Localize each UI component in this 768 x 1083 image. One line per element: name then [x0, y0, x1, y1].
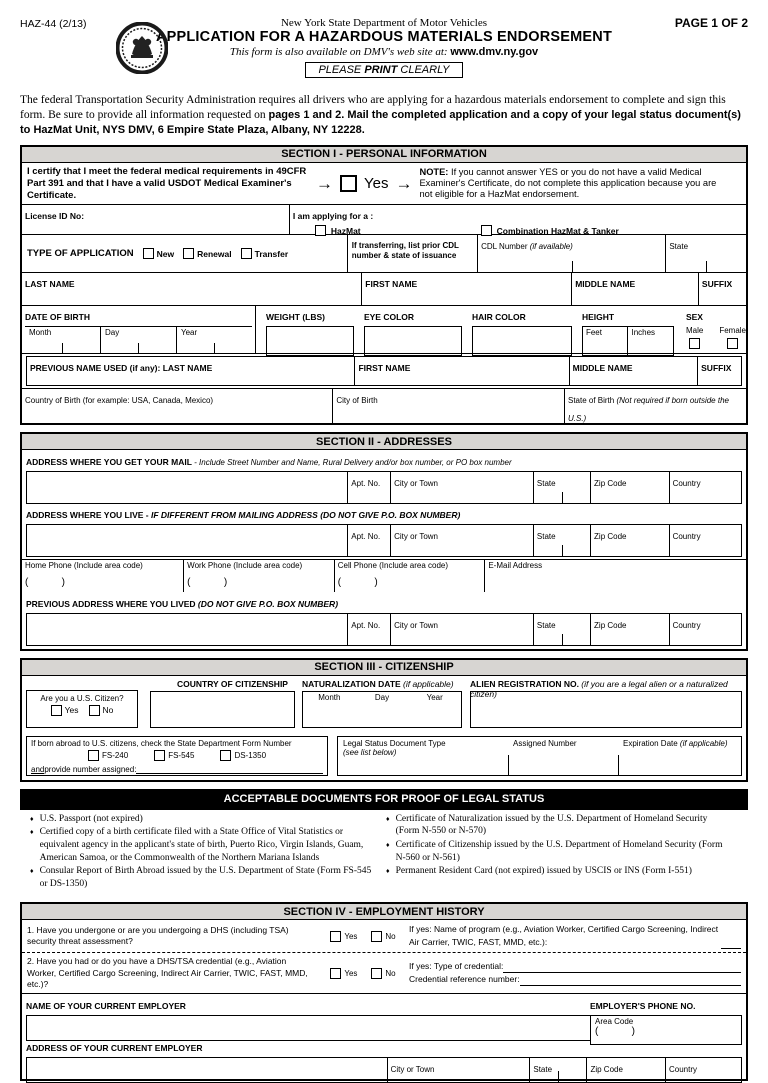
- type-of-application-row: [22, 235, 746, 273]
- previous-last-name-field[interactable]: [27, 357, 355, 385]
- please-print-clearly-box: [305, 62, 462, 78]
- country-label: Country: [672, 532, 701, 542]
- document-text: Consular Report of Birth Abroad issued by the U.S. Department of State (Form FS-545 or DS-1350): [39, 866, 372, 889]
- q2-yes-checkbox[interactable]: [330, 968, 341, 979]
- divider-tick: [138, 343, 139, 354]
- list-item: [30, 826, 376, 864]
- area-code-label: Area Code: [595, 1016, 634, 1026]
- alien-registration-field[interactable]: [470, 691, 742, 728]
- zip-label: Zip Code: [594, 478, 627, 488]
- license-id-field[interactable]: [22, 205, 290, 234]
- document-text: U.S. Passport (not expired): [39, 813, 143, 824]
- diamond-bullet-icon: ♦: [30, 814, 34, 823]
- zip-label: Zip Code: [590, 1064, 623, 1074]
- zip-label: Zip Code: [594, 620, 627, 630]
- work-phone-field[interactable]: [184, 560, 335, 592]
- previous-zip-field[interactable]: [591, 614, 670, 645]
- list-item: [386, 813, 732, 838]
- medical-yes-label: Yes: [364, 175, 389, 193]
- city-label: City or Town: [390, 1064, 435, 1074]
- city-of-birth-label: City of Birth: [336, 396, 378, 406]
- naturalization-month-label: Month: [318, 692, 341, 702]
- applying-for-label: I am applying for a :: [292, 211, 374, 222]
- divider-tick: [572, 261, 573, 272]
- country-of-birth-field[interactable]: [22, 389, 333, 423]
- diamond-bullet-icon: ♦: [386, 814, 390, 823]
- q1-program-write-line[interactable]: [721, 939, 741, 949]
- citizen-yes-label: Yes: [64, 705, 79, 716]
- date-of-birth-cell: [22, 306, 256, 353]
- q1-yes-checkbox[interactable]: [330, 931, 341, 942]
- sex-male-option: [686, 326, 703, 349]
- weight-cell: [266, 306, 354, 353]
- born-abroad-row: [22, 734, 746, 780]
- previous-street-field[interactable]: [27, 614, 348, 645]
- name-row: [22, 273, 746, 306]
- agency-name: New York State Department of Motor Vehicles: [280, 17, 487, 29]
- state-label: State: [533, 1064, 553, 1074]
- height-cell: [582, 306, 674, 353]
- renewal-label: Renewal: [197, 248, 232, 259]
- q1-if-yes-area: [409, 923, 741, 949]
- employer-phone-paren: ( ): [595, 1025, 635, 1037]
- mailing-city-field[interactable]: [391, 472, 534, 503]
- mailing-address-fields: [26, 471, 742, 504]
- applying-for-cell: [290, 205, 746, 234]
- naturalization-day-label: Day: [374, 692, 390, 702]
- suffix-field[interactable]: [699, 273, 746, 305]
- question-2-text: 2. Have you had or do you have a DHS/TSA credential (e.g., Aviation Worker, Certified Cargo Screening, Indirect Air Carrier, TWIC, FAST, MMD, etc.)?: [27, 956, 308, 989]
- sex-label: SEX: [685, 312, 703, 323]
- last-name-field[interactable]: [22, 273, 362, 305]
- list-item: [386, 839, 732, 864]
- employer-name-label: NAME OF YOUR CURRENT EMPLOYER: [26, 1000, 186, 1011]
- previous-city-field[interactable]: [391, 614, 534, 645]
- column-divider: [508, 755, 509, 775]
- naturalization-label-text: NATURALIZATION DATE: [302, 678, 404, 689]
- cdl-number-note: (if available): [529, 242, 573, 252]
- nys-dmv-seal-icon: [116, 22, 168, 79]
- residence-city-field[interactable]: [391, 525, 534, 556]
- weight-label: WEIGHT (LBS): [265, 312, 325, 323]
- state-of-birth-label: State of Birth: [567, 396, 617, 406]
- weight-field[interactable]: [266, 326, 354, 356]
- naturalization-date-field[interactable]: [302, 691, 462, 728]
- diamond-bullet-icon: ♦: [386, 867, 390, 876]
- employer-street-field[interactable]: [27, 1058, 388, 1082]
- document-text: Certified copy of a birth certificate filed with a State Office of Vital Statistics or equivalent agency in the applicant's state of birth, Puerto Rico, Virgin Islands, Guam, American Samoa, or the Commonwealth of the Northern Mariana Islands: [39, 827, 364, 863]
- mailing-address-label: ADDRESS WHERE YOU GET YOUR MAIL: [26, 456, 192, 467]
- dob-subcells: [25, 326, 252, 354]
- naturalization-date-label: [302, 679, 454, 689]
- country-label: Country: [672, 620, 701, 630]
- mailing-apt-field[interactable]: [348, 472, 391, 503]
- print-suffix: CLEARLY: [397, 64, 450, 76]
- state-label: State: [536, 532, 556, 542]
- license-id-label: License ID No:: [25, 211, 85, 222]
- apt-label: Apt. No.: [351, 620, 381, 630]
- acceptable-documents-list: [20, 810, 748, 895]
- availability-text: This form is also available on DMV's web site at:: [229, 46, 451, 58]
- dob-month-label: Month: [29, 328, 52, 338]
- employer-zip-field[interactable]: [587, 1058, 666, 1082]
- acceptable-documents-header: ACCEPTABLE DOCUMENTS FOR PROOF OF LEGAL STATUS: [20, 789, 748, 810]
- birth-place-row: [22, 389, 746, 423]
- assigned-number-label: Assigned Number: [513, 738, 577, 748]
- cdl-number-field[interactable]: [478, 235, 666, 272]
- expiration-label-text: Expiration Date: [623, 738, 680, 748]
- question-1-row: [22, 920, 746, 952]
- divider-tick: [562, 492, 563, 503]
- cell-phone-paren: ( ): [337, 577, 378, 589]
- fs545-label: FS-545: [168, 750, 195, 760]
- hazmat-checkbox[interactable]: [315, 225, 326, 236]
- form-title: APPLICATION FOR A HAZARDOUS MATERIALS ENDORSEMENT: [155, 29, 613, 45]
- fs240-label: FS-240: [101, 750, 129, 760]
- apt-label: Apt. No.: [351, 478, 381, 488]
- state-label: State: [536, 478, 556, 488]
- diamond-bullet-icon: ♦: [30, 828, 34, 837]
- fs545-checkbox[interactable]: [154, 750, 165, 761]
- list-item: [30, 813, 376, 826]
- ds1350-label: DS-1350: [234, 750, 267, 760]
- residence-state-field[interactable]: [534, 525, 591, 556]
- first-name-label: FIRST NAME: [365, 279, 418, 290]
- provide-number-label: provide number assigned:: [44, 764, 137, 774]
- country-of-citizenship-label: COUNTRY OF CITIZENSHIP: [177, 678, 288, 689]
- arrow-right-icon: →: [395, 174, 413, 194]
- divider-tick: [558, 1071, 559, 1082]
- q2-credential-write-line[interactable]: [503, 963, 741, 973]
- mailing-country-field[interactable]: [670, 472, 741, 503]
- legal-status-document-box: [337, 736, 742, 776]
- previous-address-label: PREVIOUS ADDRESS WHERE YOU LIVED: [26, 598, 198, 609]
- employer-city-field[interactable]: [388, 1058, 531, 1082]
- question-1-text: 1. Have you undergone or are you undergoing a DHS (including TSA) security threat assessment?: [27, 925, 289, 947]
- note-bold: NOTE:: [419, 166, 449, 177]
- divider-tick: [706, 261, 707, 272]
- page-number: PAGE 1 OF 2: [674, 16, 748, 30]
- renewal-checkbox[interactable]: [183, 248, 194, 259]
- city-of-birth-field[interactable]: [333, 389, 565, 423]
- male-label: Male: [685, 326, 704, 336]
- dob-day-field[interactable]: [101, 327, 177, 354]
- intro-bold-text: pages 1 and 2. Mail the completed application and a copy of your legal status document(s) to HazMat Unit, NYS DMV, 6 Empire State Plaza, Albany, NY 12228.: [20, 108, 741, 136]
- mailing-street-field[interactable]: [27, 472, 348, 503]
- previous-first-name-field[interactable]: [355, 357, 569, 385]
- mailing-address-label-row: [22, 450, 746, 470]
- residence-address-label-row: [22, 504, 746, 524]
- suffix-label: SUFFIX: [701, 279, 733, 290]
- documents-right-column: [386, 813, 742, 891]
- section-4-employment-history: [20, 902, 748, 1080]
- number-assigned-write-line[interactable]: [136, 764, 323, 774]
- citizen-yes-checkbox[interactable]: [51, 705, 62, 716]
- female-checkbox[interactable]: [727, 338, 738, 349]
- alien-reg-label-text: ALIEN REGISTRATION NO.: [470, 678, 582, 689]
- residence-address-note: IF DIFFERENT FROM MAILING ADDRESS (DO NOT GIVE P.O. BOX NUMBER): [151, 510, 461, 521]
- section-1-personal-information: [20, 145, 748, 426]
- intro-regular-text: The federal Transportation Security Administration requires all drivers who are applying for a hazardous materials endorsement to complete and sign this form. Be sure to provide all information requested on: [20, 94, 726, 121]
- intro-paragraph: [20, 93, 748, 138]
- middle-name-field[interactable]: [572, 273, 699, 305]
- naturalization-year-label: Year: [426, 692, 443, 702]
- height-label: HEIGHT: [581, 312, 615, 323]
- new-label: New: [156, 248, 175, 259]
- divider-tick: [214, 343, 215, 354]
- eye-color-field[interactable]: [364, 326, 462, 356]
- citizen-no-label: No: [102, 705, 114, 716]
- dob-day-label: Day: [104, 328, 120, 338]
- phone-email-row: [22, 559, 746, 592]
- previous-suffix-field[interactable]: [698, 357, 741, 385]
- mailing-state-field[interactable]: [534, 472, 591, 503]
- hair-color-field[interactable]: [472, 326, 572, 356]
- q1-if-yes-label: If yes: Name of program (e.g., Aviation Worker, Certified Cargo Screening, Indirect Air Carrier, TWIC, FAST, MMD, etc.):: [409, 924, 719, 948]
- medical-note: [419, 167, 731, 201]
- q2-reference-write-line[interactable]: [520, 976, 741, 986]
- last-name-label: LAST NAME: [25, 279, 75, 290]
- dob-month-field[interactable]: [25, 327, 101, 354]
- hair-color-label: HAIR COLOR: [471, 312, 526, 323]
- cdl-state-label: State: [669, 242, 689, 252]
- state-of-birth-field[interactable]: [565, 389, 746, 423]
- employer-state-field[interactable]: [530, 1058, 587, 1082]
- dob-physical-row: [22, 306, 746, 354]
- employer-name-row: [22, 993, 746, 1037]
- zip-label: Zip Code: [594, 532, 627, 542]
- q2-no-checkbox[interactable]: [371, 968, 382, 979]
- medical-certification-row: [22, 163, 746, 206]
- work-phone-paren: ( ): [187, 577, 228, 589]
- sex-cell: [686, 306, 746, 353]
- previous-first-name-label: FIRST NAME: [358, 363, 411, 374]
- cdl-state-field[interactable]: [666, 235, 746, 272]
- male-checkbox[interactable]: [689, 338, 700, 349]
- cell-phone-label: Cell Phone (Include area code): [337, 561, 449, 571]
- ds1350-checkbox[interactable]: [220, 750, 231, 761]
- height-inches-field[interactable]: Inches: [631, 328, 656, 338]
- list-item: [30, 865, 376, 890]
- expiration-label-note: (if applicable): [679, 738, 728, 748]
- diamond-bullet-icon: ♦: [386, 841, 390, 849]
- print-prefix: PLEASE: [318, 64, 365, 76]
- mailing-zip-field[interactable]: [591, 472, 670, 503]
- home-phone-field[interactable]: [22, 560, 184, 592]
- home-phone-paren: ( ): [25, 577, 65, 589]
- previous-middle-name-label: MIDDLE NAME: [572, 363, 633, 374]
- country-of-birth-label: Country of Birth (for example: USA, Canada, Mexico): [25, 396, 214, 406]
- home-phone-label: Home Phone (Include area code): [25, 561, 143, 571]
- naturalization-label-note: (if applicable): [403, 678, 454, 689]
- section-2-header: SECTION II - ADDRESSES: [22, 434, 746, 450]
- state-of-birth-note: (Not required if born outside the U.S.): [567, 396, 729, 424]
- born-abroad-box: [26, 736, 328, 776]
- dob-year-field[interactable]: [177, 327, 252, 354]
- employer-phone-label: EMPLOYER'S PHONE NO.: [590, 1000, 696, 1011]
- residence-zip-field[interactable]: [591, 525, 670, 556]
- dmv-website-link[interactable]: www.dmv.ny.gov: [450, 46, 539, 58]
- cell-phone-field[interactable]: [335, 560, 486, 592]
- print-word: PRINT: [364, 64, 398, 76]
- document-text: Certificate of Citizenship issued by the U.S. Department of Homeland Security (Form N-560 or N-561): [395, 840, 723, 863]
- previous-country-field[interactable]: [670, 614, 741, 645]
- residence-address-fields: [26, 524, 742, 557]
- type-of-application-label: TYPE OF APPLICATION: [27, 248, 134, 260]
- middle-name-label: MIDDLE NAME: [575, 279, 636, 290]
- license-id-row: [22, 205, 746, 235]
- email-label: E-Mail Address: [488, 561, 543, 571]
- employer-country-field[interactable]: [666, 1058, 741, 1082]
- document-text: Certificate of Naturalization issued by the U.S. Department of Homeland Security (Form N-550 or N-570): [395, 813, 708, 837]
- country-label: Country: [672, 478, 701, 488]
- previous-name-label: PREVIOUS NAME USED (if any): LAST NAME: [30, 363, 213, 374]
- us-citizen-question: Are you a U.S. Citizen?: [40, 693, 124, 703]
- divider-tick: [562, 545, 563, 556]
- apt-label: Apt. No.: [351, 532, 381, 542]
- documents-left-column: [30, 813, 386, 891]
- employer-phone-field[interactable]: [590, 1015, 742, 1045]
- residence-address-label: ADDRESS WHERE YOU LIVE -: [26, 510, 151, 521]
- combination-label: Combination HazMat & Tanker: [496, 225, 619, 236]
- dob-year-label: Year: [180, 328, 198, 338]
- transfer-label: Transfer: [254, 248, 289, 259]
- us-citizen-question-box: [26, 690, 138, 728]
- hazmat-label: HazMat: [330, 225, 361, 236]
- q2-reference-label: Credential reference number:: [409, 974, 520, 985]
- employer-name-field[interactable]: [26, 1015, 591, 1041]
- female-label: Female: [719, 326, 746, 336]
- height-feet-field[interactable]: Feet: [583, 327, 629, 355]
- email-field[interactable]: [485, 560, 746, 592]
- form-header: [20, 16, 748, 88]
- divider-tick: [62, 343, 63, 354]
- eye-color-cell: [364, 306, 462, 353]
- q1-no-checkbox[interactable]: [371, 931, 382, 942]
- fs240-checkbox[interactable]: [88, 750, 99, 761]
- hair-color-cell: [472, 306, 572, 353]
- previous-middle-name-field[interactable]: [570, 357, 699, 385]
- employer-phone-cell: [590, 996, 742, 1045]
- first-name-field[interactable]: [362, 273, 572, 305]
- sex-female-option: [719, 326, 746, 349]
- q1-yes-label: Yes: [344, 931, 358, 941]
- list-item: [386, 865, 732, 878]
- legal-status-type-label: Legal Status Document Type: [343, 738, 446, 748]
- and-word: and: [31, 764, 45, 774]
- transfer-checkbox[interactable]: [241, 248, 252, 259]
- born-abroad-text: If born abroad to U.S. citizens, check the State Department Form Number: [31, 738, 292, 748]
- mailing-address-note: - Include Street Number and Name, Rural Delivery and/or box number, or PO box number: [191, 457, 512, 467]
- city-label: City or Town: [394, 620, 438, 630]
- section-2-addresses: [20, 432, 748, 651]
- residence-street-field[interactable]: [27, 525, 348, 556]
- previous-apt-field[interactable]: [348, 614, 391, 645]
- q1-no-label: No: [385, 931, 396, 941]
- employer-address-label: ADDRESS OF YOUR CURRENT EMPLOYER: [26, 1042, 203, 1053]
- country-label: Country: [669, 1064, 698, 1074]
- diamond-bullet-icon: ♦: [30, 867, 34, 876]
- q2-if-yes-area: [409, 960, 741, 986]
- cdl-number-label: CDL Number: [481, 242, 530, 252]
- certify-statement: I certify that I meet the federal medical requirements in 49CFR Part 391 and that I have a valid USDOT Medical Examiner's Certificate.: [27, 165, 307, 201]
- previous-address-label-row: [22, 592, 746, 612]
- section-3-header: SECTION III - CITIZENSHIP: [22, 660, 746, 676]
- section-3-citizenship: [20, 658, 748, 782]
- medical-yes-checkbox[interactable]: [340, 175, 357, 192]
- q2-no-label: No: [385, 968, 396, 978]
- alien-reg-label-note: (if you are a legal alien or a naturalized citizen): [470, 678, 728, 699]
- section-4-header: SECTION IV - EMPLOYMENT HISTORY: [22, 904, 746, 920]
- work-phone-label: Work Phone (Include area code): [187, 561, 303, 571]
- residence-apt-field[interactable]: [348, 525, 391, 556]
- eye-color-label: EYE COLOR: [363, 312, 415, 323]
- section-1-header: SECTION I - PERSONAL INFORMATION: [22, 147, 746, 163]
- document-text: Permanent Resident Card (not expired) issued by USCIS or INS (Form I-551): [395, 866, 692, 877]
- expiration-date-label: [623, 739, 728, 748]
- divider-tick: [562, 634, 563, 645]
- q2-if-yes-label: If yes: Type of credential:: [409, 960, 504, 971]
- country-of-citizenship-field[interactable]: [150, 691, 295, 728]
- previous-suffix-label: SUFFIX: [701, 363, 732, 374]
- see-list-note: (see list below): [343, 747, 397, 757]
- previous-name-row: [22, 354, 746, 389]
- arrow-right-icon: →: [316, 174, 333, 194]
- previous-address-fields: [26, 613, 742, 646]
- type-of-application-cell: [22, 235, 348, 272]
- city-label: City or Town: [394, 478, 438, 488]
- question-2-row: [22, 952, 746, 992]
- previous-address-note: (DO NOT GIVE P.O. BOX NUMBER): [197, 598, 339, 609]
- citizen-no-checkbox[interactable]: [89, 705, 100, 716]
- citizenship-row: [22, 676, 746, 734]
- dob-label: DATE OF BIRTH: [25, 312, 91, 323]
- q2-yes-label: Yes: [344, 968, 358, 978]
- column-divider: [618, 755, 619, 775]
- new-checkbox[interactable]: [143, 248, 154, 259]
- form-number: HAZ-44 (2/13): [20, 18, 87, 30]
- note-text: If you cannot answer YES or you do not have a valid Medical Examiner's Certificate, do not complete this application because you are not eligible for a HazMat endorsement.: [419, 166, 717, 200]
- state-label: State: [536, 620, 556, 630]
- prior-cdl-note: If transferring, list prior CDL number & state of issuance: [348, 235, 478, 272]
- residence-country-field[interactable]: [670, 525, 741, 556]
- previous-state-field[interactable]: [534, 614, 591, 645]
- city-label: City or Town: [394, 532, 438, 542]
